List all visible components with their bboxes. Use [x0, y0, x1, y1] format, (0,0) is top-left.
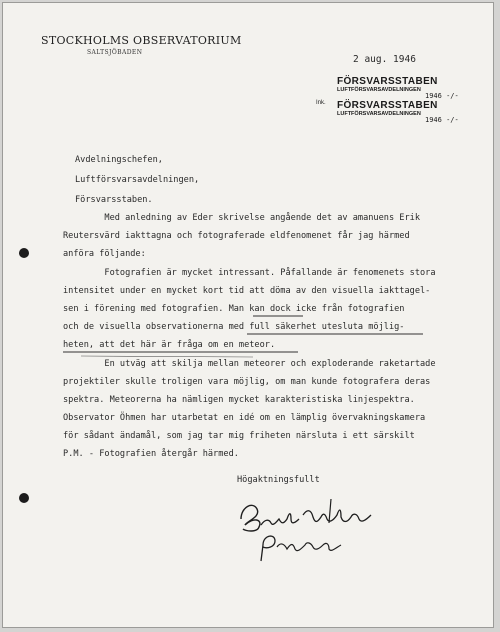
address-line: Försvarsstaben.	[75, 195, 153, 205]
body-line: heten, att det här är fråga om en meteor.	[63, 340, 276, 350]
stamp-department: LUFTFÖRSVARSAVDELNINGEN	[337, 87, 421, 93]
stamp-number: 1946 -/-	[425, 92, 459, 100]
handwritten-signature	[233, 489, 383, 569]
body-line: En utväg att skilja mellan meteorer och exploderande raketartade	[63, 359, 436, 369]
letter-page	[2, 2, 494, 628]
stamp-number: 1946 -/-	[425, 116, 459, 124]
body-line: Med anledning av Eder skrivelse angående det av amanuens Erik	[63, 213, 420, 223]
body-line: P.M. - Fotografien återgår härmed.	[63, 449, 239, 459]
body-line: intensitet under en mycket kort tid att döma av den visuella iakttagel-	[63, 286, 431, 296]
stamp-ink-label: Ink.	[316, 100, 326, 106]
stamp-head: FÖRSVARSSTABEN	[337, 100, 438, 111]
body-line: Reutersvärd iakttagna och fotograferade eldfenomenet får jag härmed	[63, 231, 410, 241]
body-line: spektra. Meteorerna ha nämligen mycket karakteristiska linjespektra.	[63, 395, 415, 405]
letterhead-subtitle: SALTSJÖBADEN	[87, 49, 143, 56]
closing-phrase: Högaktningsfullt	[237, 475, 320, 485]
address-line: Luftförsvarsavdelningen,	[75, 175, 200, 185]
letter-date: 2 aug. 1946	[353, 54, 416, 65]
address-line: Avdelningschefen,	[75, 155, 163, 165]
body-line: anföra följande:	[63, 249, 146, 259]
stamp-head: FÖRSVARSSTABEN	[337, 76, 438, 87]
body-line: projektiler skulle troligen vara möjlig, om man kunde fotografera deras	[63, 377, 431, 387]
body-line: Fotografien är mycket intressant. Påfallande är fenomenets stora	[63, 268, 436, 278]
stamp-department: LUFTFÖRSVARSAVDELNINGEN	[337, 111, 421, 117]
letterhead-title: STOCKHOLMS OBSERVATORIUM	[41, 34, 242, 47]
body-line: Observator Öhmen har utarbetat en idé om en lämplig övervakningskamera	[63, 413, 426, 423]
body-line: för sådant ändamål, som jag tar mig friheten närsluta i ett särskilt	[63, 431, 415, 441]
body-line: och de visuella observationerna med full säkerhet utesluta möjlig-	[63, 322, 405, 332]
body-line: sen i förening med fotografien. Man kan dock icke från fotografien	[63, 304, 405, 314]
